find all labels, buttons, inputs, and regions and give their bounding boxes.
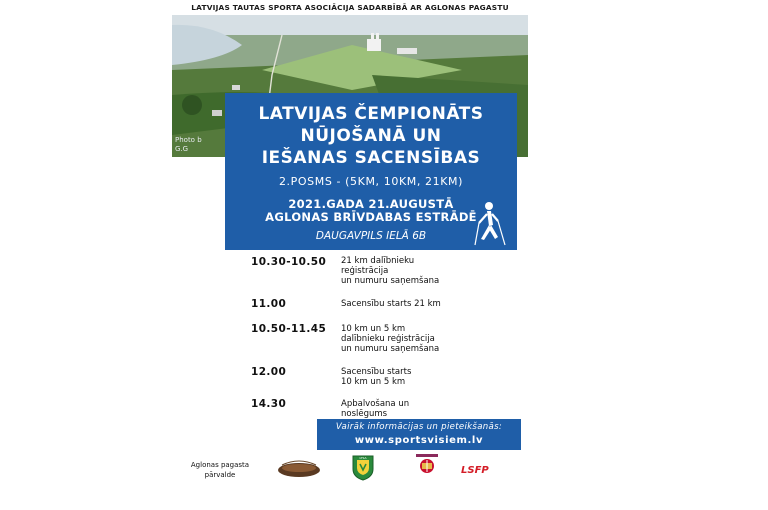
title-line-3: IEŠANAS SACENSĪBAS <box>261 148 481 168</box>
title-line-1: LATVIJAS ČEMPIONĀTS <box>258 104 484 124</box>
event-poster <box>172 0 528 510</box>
schedule-description <box>341 324 439 354</box>
lsfp-logo <box>460 462 500 476</box>
event-title-panel <box>225 93 517 250</box>
schedule-line: un numuru saņemšana <box>341 276 440 286</box>
stage-distances: 2.POSMS - (5KM, 10KM, 21KM) <box>278 175 464 188</box>
latvia-coat-of-arms-logo <box>416 454 438 478</box>
photo-credit <box>175 136 202 154</box>
schedule-description <box>341 299 441 309</box>
schedule-time: 14.30 <box>251 398 287 410</box>
nordic-walker-icon <box>465 199 513 247</box>
lsfp-logo-text: LSFP <box>461 465 489 476</box>
title-line-2: NŪJOŠANĀ UN <box>300 126 442 146</box>
event-venue: AGLONAS BRĪVDABAS ESTRĀDĒ <box>265 210 477 224</box>
municipality-label <box>180 460 260 480</box>
schedule-description <box>341 367 411 387</box>
schedule-line: reģistrācija <box>341 266 389 276</box>
website-link[interactable]: www.sportsvisiem.lv <box>354 435 484 446</box>
ltsa-shield-logo <box>352 455 374 481</box>
event-date: 2021.GADA 21.AUGUSTĀ <box>288 197 454 211</box>
municipality-line2: pārvalde <box>204 471 236 479</box>
schedule-line: Sacensību starts 21 km <box>341 299 441 309</box>
municipality-line1: Aglonas pagasta <box>190 461 250 469</box>
event-title <box>225 103 517 169</box>
schedule-time: 10.50-11.45 <box>251 323 327 335</box>
schedule-line: Sacensību starts <box>341 367 412 377</box>
schedule-line: 10 km un 5 km <box>341 324 406 334</box>
schedule-line: 21 km dalībnieku <box>341 256 415 266</box>
schedule-description <box>341 399 409 419</box>
ltsa-shield-text: LTSA <box>359 456 367 460</box>
schedule-line: un numuru saņemšana <box>341 344 440 354</box>
aglona-emblem-logo <box>276 456 322 480</box>
photo-credit-line1: Photo b <box>175 136 202 144</box>
schedule-time: 12.00 <box>251 366 287 378</box>
event-address: DAUGAVPILS IELĀ 6B <box>315 230 427 242</box>
schedule-time: 10.30-10.50 <box>251 256 327 268</box>
organizer-banner: LATVIJAS TAUTAS SPORTA ASOCIĀCIJA SADARBĪBĀ AR AGLONAS PAGASTU <box>172 0 528 15</box>
schedule-time: 11.00 <box>251 298 287 310</box>
more-info-box <box>317 419 521 450</box>
schedule-line: noslēgums <box>341 409 388 419</box>
schedule-line: Apbalvošana un <box>341 399 410 409</box>
schedule-description <box>341 256 439 286</box>
schedule-line: dalībnieku reģistrācija <box>341 334 435 344</box>
more-info-text: Vairāk informācijas un pieteikšanās: <box>335 422 503 432</box>
schedule-line: 10 km un 5 km <box>341 377 406 387</box>
photo-credit-line2: G.G <box>175 145 189 153</box>
